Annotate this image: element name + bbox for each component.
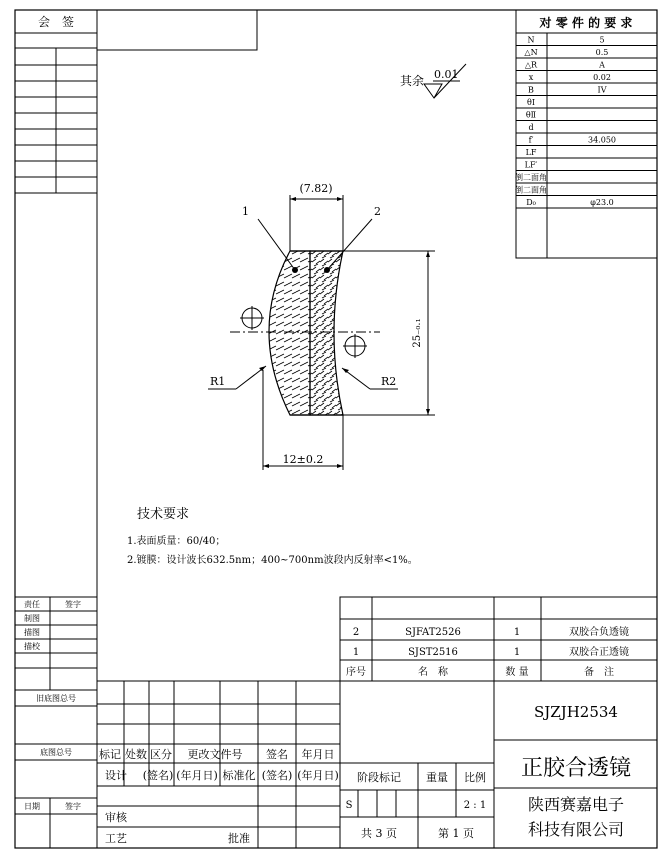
outer-frame <box>15 10 657 848</box>
parts-header-qty: 数 量 <box>505 667 529 678</box>
radius-r2: R2 <box>381 375 397 388</box>
base-drawing-total: 底图总号 <box>40 748 72 757</box>
left-row-0: 责任 <box>24 600 40 609</box>
sign-label: 签字 <box>65 802 81 811</box>
param-key-0: N <box>527 35 535 45</box>
param-value-8: 34.050 <box>588 135 616 145</box>
rev-h-2: 区分 <box>150 748 172 761</box>
rev-h-3: 更改文件号 <box>187 748 243 761</box>
param-key-7: d <box>528 123 534 132</box>
lens-drawing <box>208 182 435 470</box>
stage-value: S <box>345 800 353 811</box>
param-key-12: 倒二面角 <box>515 185 547 195</box>
design-5: (年月日) <box>297 769 339 782</box>
param-key-3: x <box>528 73 534 82</box>
part-no-1: 1 <box>352 647 360 658</box>
parts-list <box>340 597 657 681</box>
param-key-6: θⅡ <box>525 110 537 120</box>
part-name-1: 双胶合正透镜 <box>569 647 629 658</box>
radius-r1: R1 <box>210 375 226 388</box>
left-signature-block <box>15 597 97 848</box>
param-value-0: 5 <box>599 35 605 45</box>
rev-h-1: 处数 <box>125 748 147 761</box>
scale-value: 2 : 1 <box>463 800 487 811</box>
company-line-1: 陕西赛嘉电子 <box>527 795 625 814</box>
param-value-13: φ23.0 <box>590 198 614 207</box>
param-value-3: 0.02 <box>593 73 611 82</box>
part-code-0: SJFAT2526 <box>405 627 461 638</box>
lens-label-1: 1 <box>242 205 249 218</box>
part-name: 正胶合透镜 <box>520 756 632 781</box>
param-key-11: 倒二面角 <box>515 173 547 182</box>
parts-header-remark: 备 注 <box>584 667 614 678</box>
design-4: (签名) <box>261 769 293 782</box>
left-row-3: 描校 <box>24 642 40 651</box>
part-qty-0: 1 <box>513 627 521 638</box>
tech-line-1: 1.表面质量：60/40； <box>127 536 226 547</box>
company-line-2: 科技有限公司 <box>527 820 625 839</box>
surface-roughness <box>400 64 466 98</box>
craft-label: 工艺 <box>105 832 127 845</box>
design-0: 设计 <box>105 769 127 782</box>
stage-label: 阶段标记 <box>357 771 401 784</box>
drawing-number: SJZJH2534 <box>534 703 618 721</box>
sheet-no: 第 1 页 <box>438 827 474 840</box>
old-base-drawing-no: 旧底图总号 <box>36 694 76 703</box>
param-key-13: D₀ <box>526 198 536 207</box>
left-sign-header: 签字 <box>65 600 81 609</box>
param-key-2: △R <box>524 60 538 70</box>
param-table-title: 对 零 件 的 要 求 <box>539 16 633 30</box>
design-3: 标准化 <box>222 769 256 782</box>
part-qty-1: 1 <box>513 647 521 658</box>
param-key-5: θⅠ <box>527 98 535 107</box>
tech-title: 技术要求 <box>137 507 190 522</box>
dim-height: 25₋₀.₁ <box>412 318 423 348</box>
param-key-4: B <box>528 85 534 95</box>
param-value-2: A <box>599 60 605 70</box>
tech-requirements <box>127 506 418 566</box>
param-key-10: LF′ <box>524 160 538 170</box>
rev-h-0: 标记 <box>99 748 121 761</box>
rev-h-4: 签名 <box>266 748 288 761</box>
sheets-total: 共 3 页 <box>361 827 397 840</box>
part-name-0: 双胶合负透镜 <box>569 627 629 638</box>
part-code-1: SJST2516 <box>408 647 458 658</box>
design-2: (年月日) <box>176 769 218 782</box>
header-strip <box>97 10 257 50</box>
approve-label: 批准 <box>228 832 250 845</box>
review-label: 审核 <box>105 811 127 824</box>
param-key-9: LF <box>525 148 537 157</box>
countersign-box <box>15 15 97 193</box>
dim-bottom: 12±0.2 <box>282 453 324 466</box>
parameter-table <box>515 10 657 258</box>
tech-line-2: 2.镀膜：设计波长632.5nm；400~700nm波段内反射率<1%。 <box>127 555 418 566</box>
left-row-2: 描图 <box>24 628 40 637</box>
lens-label-2: 2 <box>374 205 381 218</box>
param-key-8: f′ <box>528 135 534 145</box>
scale-label: 比例 <box>464 771 486 784</box>
parts-header-no: 序号 <box>346 667 366 678</box>
roughness-prefix: 其余 <box>400 74 425 88</box>
param-value-1: 0.5 <box>595 48 609 57</box>
countersign-title: 会 签 <box>37 15 75 29</box>
part-no-0: 2 <box>352 627 360 638</box>
parts-header-code: 名 称 <box>418 667 448 678</box>
param-value-4: IV <box>597 85 607 95</box>
roughness-value: 0.01 <box>434 68 459 81</box>
left-row-1: 制图 <box>24 614 40 623</box>
param-key-1: △N <box>524 48 538 57</box>
dim-top: (7.82) <box>299 182 333 195</box>
weight-label: 重量 <box>426 771 448 784</box>
date-label: 日期 <box>24 802 40 811</box>
design-1: (签名) <box>142 769 174 782</box>
rev-h-5: 年月日 <box>301 748 335 761</box>
